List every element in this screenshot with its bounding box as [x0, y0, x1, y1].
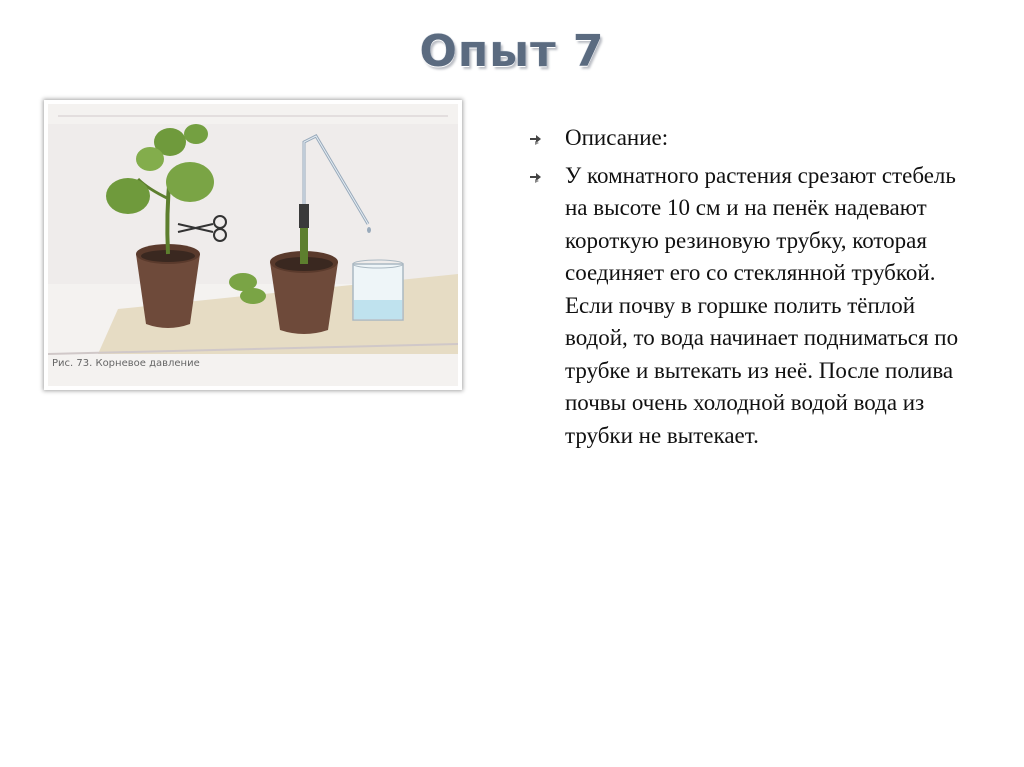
figure-caption: Рис. 73. Корневое давление	[52, 358, 200, 369]
bullet-item	[528, 160, 968, 453]
bullet-text: У комнатного растения срезают стебель на высоте 10 см и на пенёк надевают короткую резиновую трубку, которая соединяет его со стеклянной трубкой. Если почву в горшке полить тёплой водой, то вода начинает подниматься по трубке и вытекать из неё. После полива почвы очень холодной водой вода из трубки не вытекает.	[565, 162, 959, 448]
root-pressure-illustration	[48, 104, 458, 386]
bullet-list	[528, 122, 968, 457]
slide-title: Опыт 7	[419, 26, 605, 77]
bullet-text: Описание:	[565, 125, 669, 150]
figure-frame	[44, 100, 462, 390]
arrow-bullet-icon	[528, 132, 542, 146]
arrow-bullet-icon	[528, 170, 542, 184]
beaker-icon	[353, 260, 403, 320]
bullet-item	[528, 122, 968, 155]
